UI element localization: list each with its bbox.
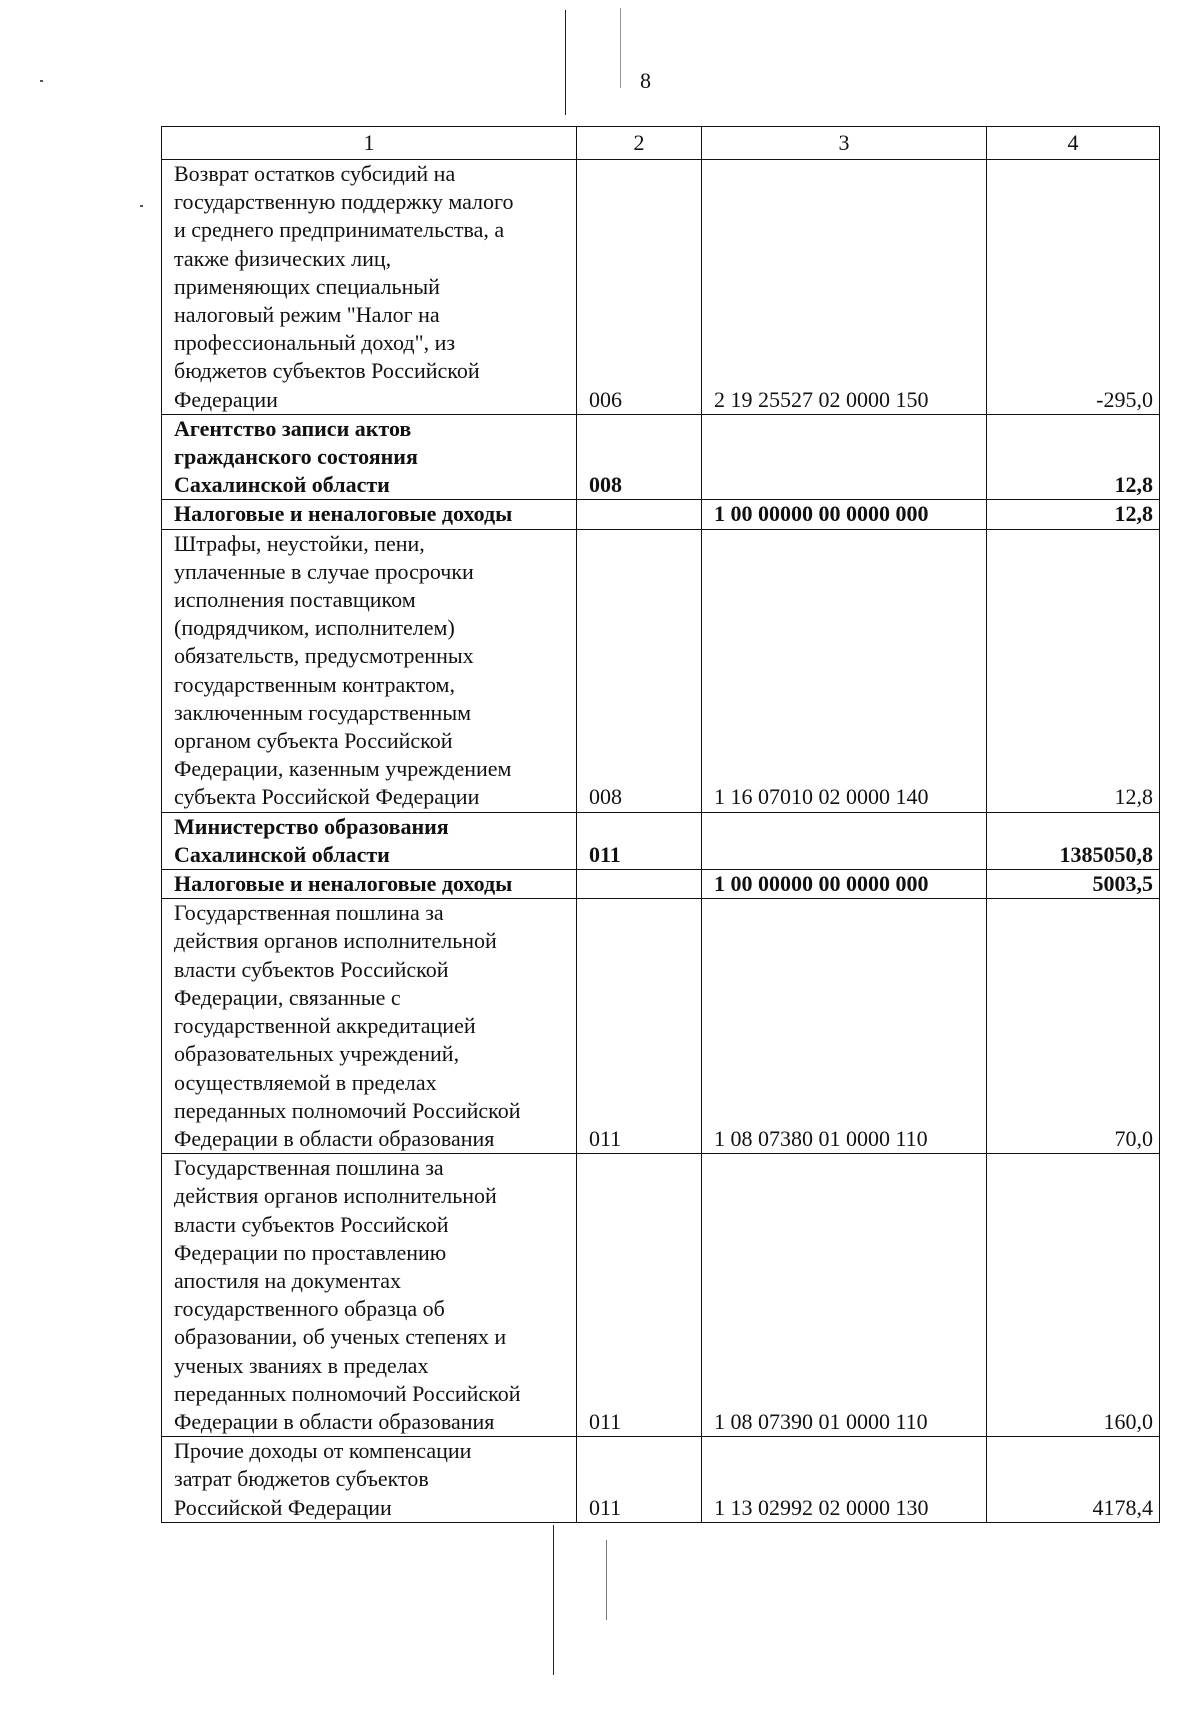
row-amount-cell: 160,0	[987, 1154, 1160, 1437]
row-name-cell: Налоговые и неналоговые доходы	[162, 500, 577, 529]
row-amount-cell: 5003,5	[987, 870, 1160, 899]
row-amount-cell: 12,8	[987, 500, 1160, 529]
row-budget-code-cell: 2 19 25527 02 0000 150	[702, 160, 987, 415]
row-budget-code-cell: 1 08 07380 01 0000 110	[702, 899, 987, 1154]
row-budget-code-cell	[702, 812, 987, 869]
column-header: 1	[162, 127, 577, 160]
row-name-cell: Министерство образования Сахалинской области	[162, 812, 577, 869]
row-admin-code-cell: 011	[577, 1154, 702, 1437]
table-row	[162, 1437, 1160, 1523]
row-name-cell: Возврат остатков субсидий на государственную поддержку малого и среднего предпринимательства, а также физических лиц, применяющих специальный налоговый режим "Налог на профессиональный доход", из бюджетов субъектов Российской Федерации	[162, 160, 577, 415]
column-header: 2	[577, 127, 702, 160]
row-budget-code-cell	[702, 414, 987, 500]
scan-fold-line	[606, 1540, 607, 1620]
row-admin-code-cell	[577, 500, 702, 529]
row-admin-code-cell: 011	[577, 1437, 702, 1523]
table-row	[162, 160, 1160, 415]
row-budget-code-cell: 1 16 07010 02 0000 140	[702, 529, 987, 812]
row-budget-code-cell: 1 13 02992 02 0000 130	[702, 1437, 987, 1523]
table-row	[162, 870, 1160, 899]
table-header-row	[162, 127, 1160, 160]
row-amount-cell: 70,0	[987, 899, 1160, 1154]
scan-fold-line	[565, 10, 566, 115]
row-budget-code-cell: 1 00 00000 00 0000 000	[702, 500, 987, 529]
row-name-cell: Штрафы, неустойки, пени, уплаченные в случае просрочки исполнения поставщиком (подрядчиком, исполнителем) обязательств, предусмотренных государственным контрактом, заключенным государственным органом субъекта Российской Федерации, казенным учреждением субъекта Российской Федерации	[162, 529, 577, 812]
row-amount-cell: -295,0	[987, 160, 1160, 415]
table-row	[162, 899, 1160, 1154]
row-admin-code-cell: 008	[577, 414, 702, 500]
column-header: 4	[987, 127, 1160, 160]
scan-fold-line	[620, 8, 621, 88]
row-admin-code-cell	[577, 870, 702, 899]
revenue-table	[161, 126, 1160, 1523]
row-admin-code-cell: 006	[577, 160, 702, 415]
table-row	[162, 812, 1160, 869]
scan-speck	[40, 80, 43, 82]
scan-speck	[140, 205, 143, 207]
row-amount-cell: 12,8	[987, 529, 1160, 812]
row-name-cell: Государственная пошлина за действия органов исполнительной власти субъектов Российской Федерации, связанные с государственной аккредитацией образовательных учреждений, осуществляемой в пределах переданных полномочий Российской Федерации в области образования	[162, 899, 577, 1154]
table-row	[162, 414, 1160, 500]
row-name-cell: Агентство записи актов гражданского состояния Сахалинской области	[162, 414, 577, 500]
table-row	[162, 529, 1160, 812]
row-budget-code-cell: 1 00 00000 00 0000 000	[702, 870, 987, 899]
row-admin-code-cell: 011	[577, 812, 702, 869]
scan-fold-line	[553, 1525, 554, 1675]
row-amount-cell: 4178,4	[987, 1437, 1160, 1523]
row-admin-code-cell: 008	[577, 529, 702, 812]
row-name-cell: Прочие доходы от компенсации затрат бюджетов субъектов Российской Федерации	[162, 1437, 577, 1523]
table-row	[162, 500, 1160, 529]
row-admin-code-cell: 011	[577, 899, 702, 1154]
row-name-cell: Государственная пошлина за действия органов исполнительной власти субъектов Российской Федерации по проставлению апостиля на документах государственного образца об образовании, об ученых степенях и ученых званиях в пределах переданных полномочий Российской Федерации в области образования	[162, 1154, 577, 1437]
row-amount-cell: 1385050,8	[987, 812, 1160, 869]
table-row	[162, 1154, 1160, 1437]
row-name-cell: Налоговые и неналоговые доходы	[162, 870, 577, 899]
row-budget-code-cell: 1 08 07390 01 0000 110	[702, 1154, 987, 1437]
page-number: 8	[640, 68, 651, 93]
column-header: 3	[702, 127, 987, 160]
row-amount-cell: 12,8	[987, 414, 1160, 500]
